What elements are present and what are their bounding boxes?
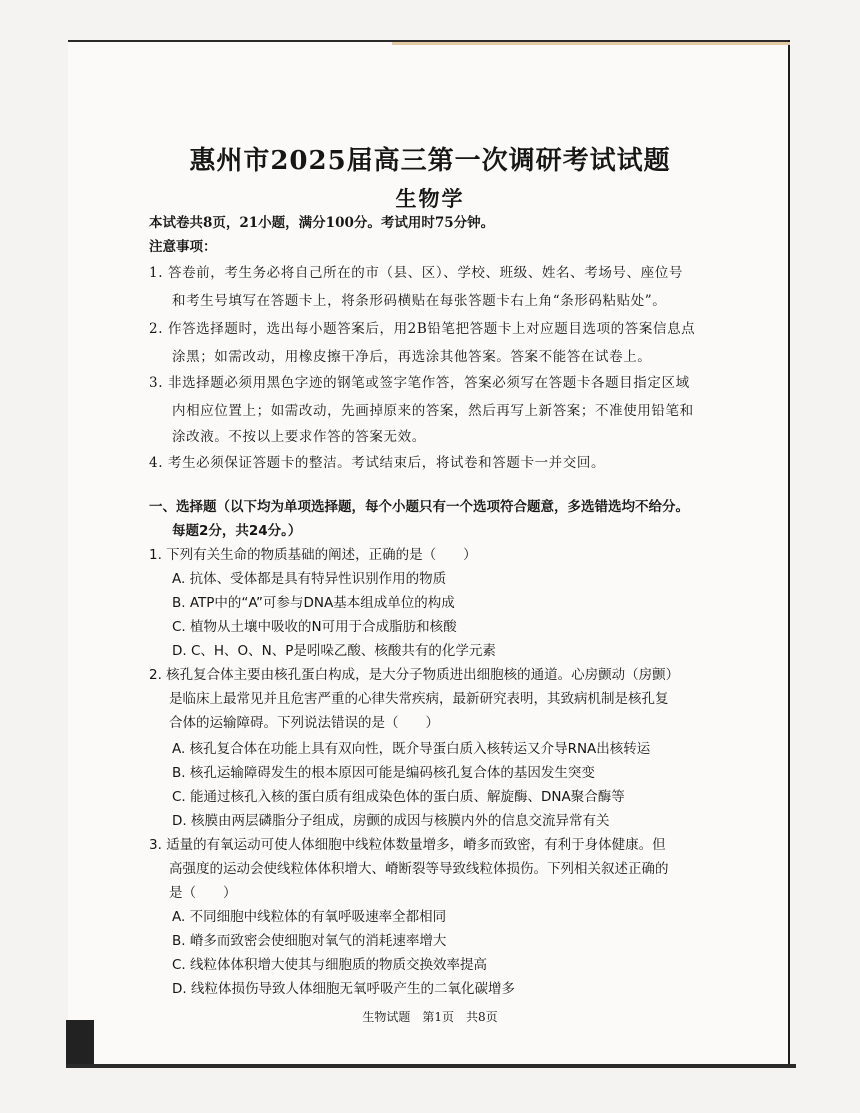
option-d: D. 核膜由两层磷脂分子组成，房颤的成因与核膜内外的信息交流异常有关	[172, 813, 610, 829]
scan-shadow-corner	[66, 1020, 94, 1068]
question-stem: 2. 核孔复合体主要由核孔蛋白构成，是大分子物质进出细胞核的通道。心房颤动（房颤）	[149, 667, 680, 683]
option-c: C. 线粒体体积增大使其与细胞质的物质交换效率提高	[172, 957, 488, 973]
option-d: D. 线粒体损伤导致人体细胞无氧呼吸产生的二氧化碳增多	[172, 981, 515, 997]
notice-line: 涂黑；如需改动，用橡皮擦干净后，再选涂其他答案。答案不能答在试卷上。	[172, 349, 652, 365]
section-heading-cont: 每题2分，共24分。）	[172, 523, 302, 539]
option-c: C. 能通过核孔入核的蛋白质有组成染色体的蛋白质、解旋酶、DNA聚合酶等	[172, 789, 625, 805]
option-c: C. 植物从土壤中吸收的N可用于合成脂肪和核酸	[172, 619, 457, 635]
option-a: A. 核孔复合体在功能上具有双向性，既介导蛋白质入核转运又介导RNA出核转运	[172, 741, 651, 757]
question-stem: 是临床上最常见并且危害严重的心律失常疾病，最新研究表明，其致病机制是核孔复	[169, 691, 669, 707]
option-b: B. ATP中的“A”可参与DNA基本组成单位的构成	[172, 595, 455, 611]
notice-line: 内相应位置上；如需改动，先画掉原来的答案，然后再写上新答案；不准使用铅笔和	[172, 403, 694, 419]
notice-line: 涂改液。不按以上要求作答的答案无效。	[172, 429, 426, 445]
notice-line: 1. 答卷前，考生务必将自己所在的市（县、区）、学校、班级、姓名、考场号、座位号	[149, 265, 683, 281]
question-stem: 是（ ）	[169, 885, 237, 901]
option-a: A. 抗体、受体都是具有特异性识别作用的物质	[172, 571, 447, 587]
notice-heading: 注意事项：	[149, 239, 217, 255]
exam-info: 本试卷共8页，21小题，满分100分。考试用时75分钟。	[149, 215, 495, 231]
question-stem: 3. 适量的有氧运动可使人体细胞中线粒体数量增多，嵴多而致密，有利于身体健康。但	[149, 837, 666, 853]
option-b: B. 核孔运输障碍发生的根本原因可能是编码核孔复合体的基因发生突变	[172, 765, 595, 781]
notice-line: 和考生号填写在答题卡上，将条形码横贴在每张答题卡右上角“条形码粘贴处”。	[172, 293, 667, 309]
notice-line: 2. 作答选择题时，选出每小题答案后，用2B铅笔把答题卡上对应题目选项的答案信息点	[149, 321, 696, 337]
question-stem: 1. 下列有关生命的物质基础的阐述，正确的是（ ）	[149, 547, 477, 563]
scan-shadow-bottom	[66, 1064, 796, 1068]
question-stem: 高强度的运动会使线粒体体积增大、嵴断裂等导致线粒体损伤。下列相关叙述正确的	[169, 861, 669, 877]
option-a: A. 不同细胞中线粒体的有氧呼吸速率全都相同	[172, 909, 447, 925]
exam-title: 惠州市2025届高三第一次调研考试试题	[189, 146, 671, 176]
question-stem: 合体的运输障碍。下列说法错误的是（ ）	[169, 715, 439, 731]
page-footer: 生物试题 第1页 共8页	[362, 1010, 498, 1024]
section-heading: 一、选择题（以下均为单项选择题，每个小题只有一个选项符合题意，多选错选均不给分。	[149, 499, 689, 515]
option-b: B. 嵴多而致密会使细胞对氧气的消耗速率增大	[172, 933, 447, 949]
paper-top-edge	[392, 42, 790, 45]
exam-subject: 生物学	[395, 186, 465, 211]
notice-line: 3. 非选择题必须用黑色字迹的钢笔或签字笔作答，答案必须写在答题卡各题目指定区域	[149, 375, 690, 391]
option-d: D. C、H、O、N、P是吲哚乙酸、核酸共有的化学元素	[172, 643, 496, 659]
notice-line: 4. 考生必须保证答题卡的整洁。考试结束后，将试卷和答题卡一并交回。	[149, 455, 606, 471]
